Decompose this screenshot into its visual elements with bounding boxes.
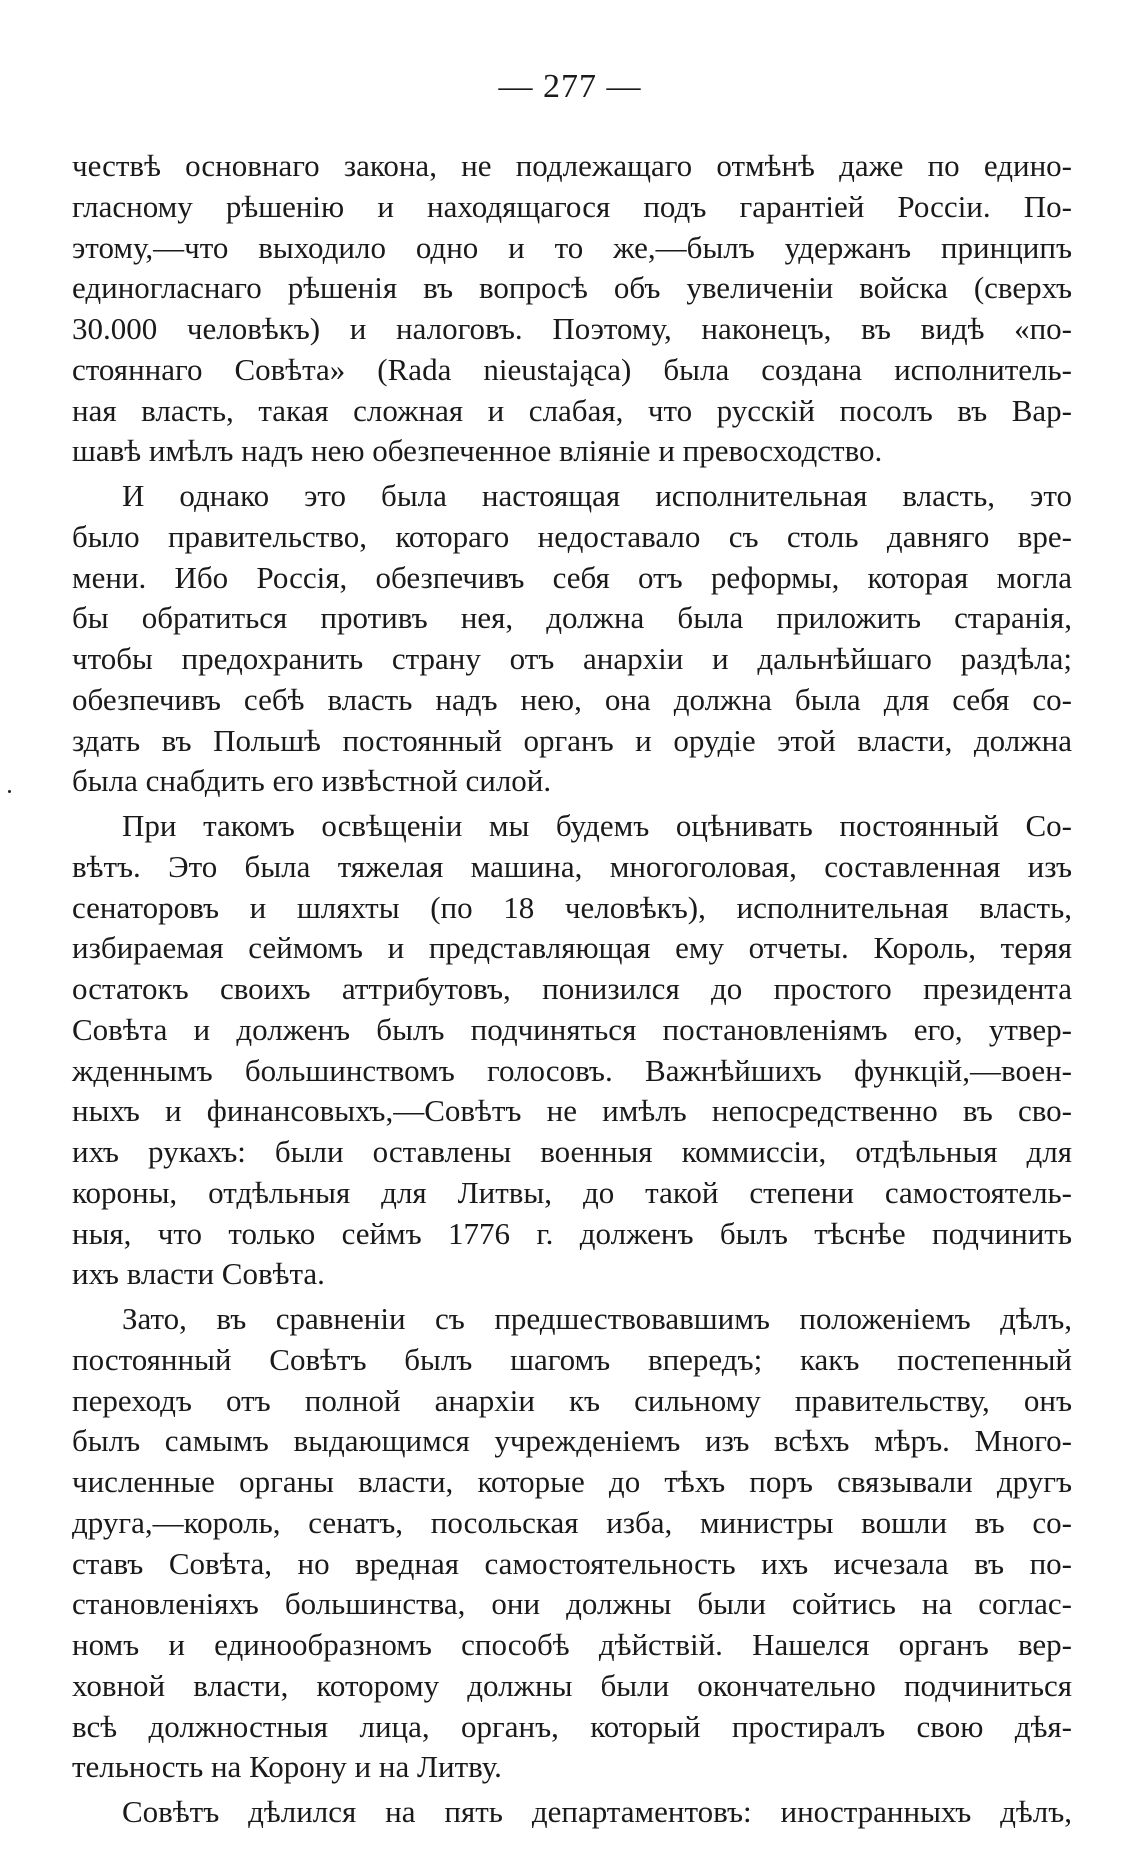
text-line: Совѣтъ дѣлился на пять департаментовъ: иностранныхъ дѣлъ, bbox=[122, 1794, 1072, 1829]
text-line: ихъ рукахъ: были оставлены военныя коммиссіи, отдѣльныя для bbox=[72, 1134, 1072, 1169]
text-line: сенаторовъ и шляхты (по 18 человѣкъ), исполнительная власть, bbox=[72, 889, 1072, 925]
text-line: ныхъ и финансовыхъ,—Совѣтъ не имѣлъ непосредственно въ сво- bbox=[72, 1093, 1072, 1129]
paragraph bbox=[72, 146, 1072, 472]
text-line: переходъ отъ полной анархіи къ сильному правительству, онъ bbox=[72, 1382, 1072, 1418]
text-line: постоянный Совѣтъ былъ шагомъ впередъ; какъ постепенный bbox=[72, 1341, 1072, 1377]
text-line: избираемая сеймомъ и представляющая ему отчеты. Король, теряя bbox=[72, 930, 1072, 966]
text-line: этому,—что выходило одно и то же,—былъ удержанъ принципъ bbox=[72, 229, 1072, 265]
text-line: номъ и единообразномъ способѣ дѣйствій. Нашелся органъ вер- bbox=[72, 1627, 1072, 1662]
text-line: Совѣта и долженъ былъ подчиняться постановленіямъ его, утвер- bbox=[72, 1011, 1072, 1047]
text-line: ныя, что только сеймъ 1776 г. долженъ былъ тѣснѣе подчинить bbox=[72, 1215, 1072, 1251]
text-line: мени. Ибо Россія, обезпечивъ себя отъ реформы, которая могла bbox=[72, 559, 1072, 595]
text-line: При такомъ освѣщеніи мы будемъ оцѣнивать постоянный Со- bbox=[122, 808, 1072, 843]
paragraph bbox=[72, 1792, 1072, 1833]
text-line: ховной власти, которому должны были окончательно подчиниться bbox=[72, 1667, 1072, 1703]
text-line: было правительство, котораго недоставало съ столь давняго вре- bbox=[72, 518, 1072, 554]
text-line: остатокъ своихъ аттрибутовъ, понизился до простого президента bbox=[72, 971, 1072, 1006]
paragraph bbox=[72, 476, 1072, 802]
text-line: всѣ должностныя лица, органъ, который простиралъ свою дѣя- bbox=[72, 1708, 1072, 1744]
text-line: ная власть, такая сложная и слабая, что русскій посолъ въ Вар- bbox=[72, 392, 1072, 428]
paragraph bbox=[72, 806, 1072, 1295]
text-line: Зато, въ сравненіи съ предшествовавшимъ положеніемъ дѣлъ, bbox=[122, 1301, 1072, 1336]
margin-dot bbox=[8, 790, 11, 793]
text-line: короны, отдѣльныя для Литвы, до такой степени самостоятель- bbox=[72, 1174, 1072, 1210]
text-line: обезпечивъ себѣ власть надъ нею, она должна была для себя со- bbox=[72, 681, 1072, 717]
text-line: чтобы предохранить страну отъ анархіи и дальнѣйшаго раздѣла; bbox=[72, 641, 1072, 676]
text-line: ихъ власти Совѣта. bbox=[72, 1256, 325, 1292]
text-line: численные органы власти, которые до тѣхъ поръ связывали другъ bbox=[72, 1464, 1072, 1499]
text-line: бы обратиться противъ нея, должна была приложить старанія, bbox=[72, 600, 1072, 636]
page-number: — 277 — bbox=[498, 68, 642, 105]
text-line: тельность на Корону и на Литву. bbox=[72, 1749, 502, 1785]
text-line: становленіяхъ большинства, они должны были сойтись на соглас- bbox=[72, 1586, 1072, 1622]
text-line: единогласнаго рѣшенія въ вопросѣ объ увеличеніи войска (сверхъ bbox=[72, 270, 1072, 306]
paragraph bbox=[72, 1299, 1072, 1788]
text-line: былъ самымъ выдающимся учрежденіемъ изъ всѣхъ мѣръ. Много- bbox=[72, 1423, 1072, 1459]
text-line: вѣтъ. Это была тяжелая машина, многоголовая, составленная изъ bbox=[72, 848, 1072, 884]
text-line: была снабдить его извѣстной силой. bbox=[72, 763, 552, 799]
text-line: шавѣ имѣлъ надъ нею обезпеченное вліяніе и превосходство. bbox=[72, 433, 883, 469]
text-line: здать въ Польшѣ постоянный органъ и орудіе этой власти, должна bbox=[72, 722, 1072, 758]
text-line: гласному рѣшенію и находящагося подъ гарантіей Россіи. По- bbox=[72, 188, 1072, 224]
body-text bbox=[72, 146, 1072, 1833]
text-line: чествѣ основнаго закона, не подлежащаго отмѣнѣ даже по едино- bbox=[72, 148, 1072, 183]
text-line: стояннаго Совѣта» (Rada nieustająca) была создана исполнитель- bbox=[72, 351, 1072, 387]
text-line: 30.000 человѣкъ) и налоговъ. Поэтому, наконецъ, въ видѣ «по- bbox=[72, 311, 1072, 346]
text-line: ставъ Совѣта, но вредная самостоятельность ихъ исчезала въ по- bbox=[72, 1545, 1072, 1581]
text-line: И однако это была настоящая исполнительная власть, это bbox=[122, 478, 1072, 513]
text-line: друга,—король, сенатъ, посольская изба, министры вошли въ со- bbox=[72, 1504, 1072, 1540]
text-line: жденнымъ большинствомъ голосовъ. Важнѣйшихъ функцій,—воен- bbox=[72, 1052, 1072, 1088]
